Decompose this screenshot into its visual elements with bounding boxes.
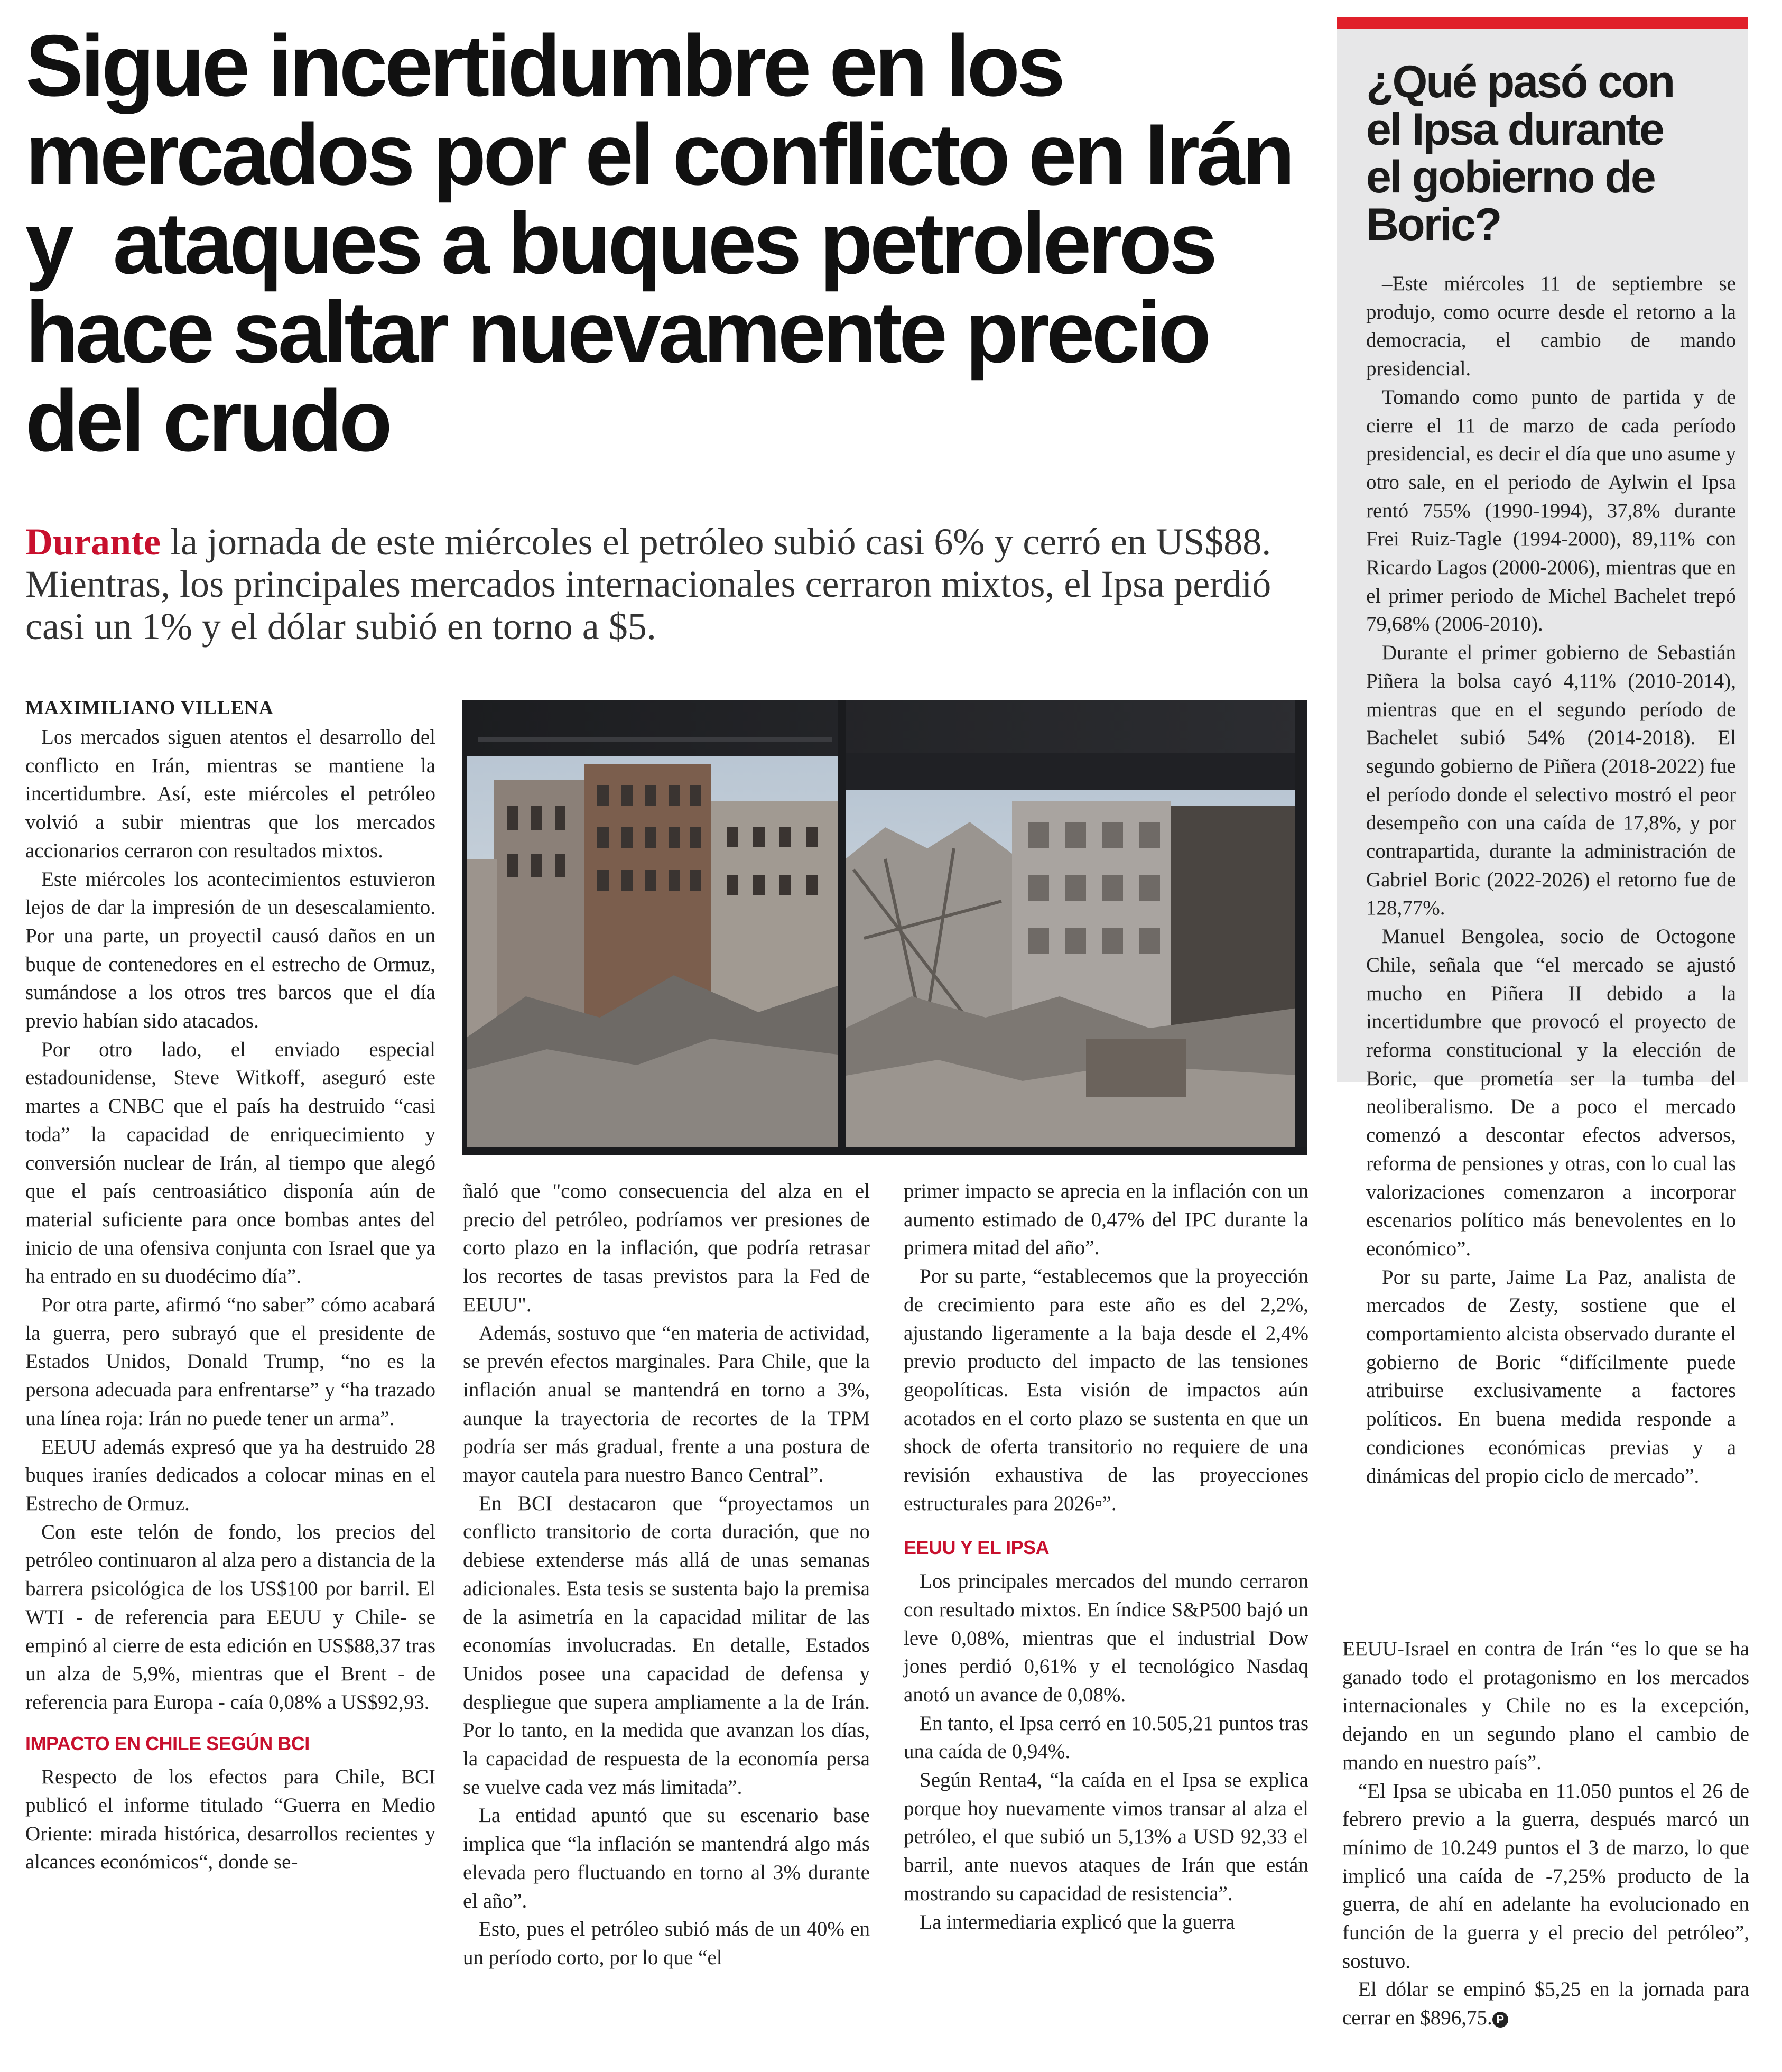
article-column-3: [904, 1177, 1308, 1936]
paragraph: Con este telón de fondo, los precios del petróleo continuaron al alza pero a distancia de la barrera psicológica de los US$100 por barril. El WTI - de referencia para EEUU y Chile- se empinó al cierre de esta edición en US$88,37 tras un alza de 5,9%, mientras que el Brent - de referencia para Europa - caía 0,08% a US$92,93.: [25, 1520, 435, 1714]
section-subhead: EEUU Y EL IPSA: [904, 1537, 1050, 1559]
byline: MAXIMILIANO VILLENA: [25, 697, 274, 719]
paragraph: Los principales mercados del mundo cerraron con resultado mixtos. En índice S&P500 bajó un leve 0,08%, mientras que el industrial Dow jones perdió 0,61% y el tecnológico Nasdaq anotó un avance de 0,08%.: [904, 1570, 1308, 1706]
paragraph: Además, sostuvo que “en materia de actividad, se prevén efectos marginales. Para Chile, que la inflación anual se mantendrá en torno a 3%, aunque la trayectoria de recortes de la TPM podría ser más gradual, frente a una postura de mayor cautela para nuestro Banco Central”.: [463, 1321, 870, 1487]
sidebar-title-line: ¿Qué pasó con: [1366, 57, 1674, 107]
paragraph: La entidad apuntó que su escenario base implica que “la inflación se mantendrá algo más elevada pero fluctuando en torno al 3% durante el año”.: [463, 1804, 870, 1912]
paragraph: “El Ipsa se ubicaba en 11.050 puntos el 26 de febrero previo a la guerra, después marcó un mínimo de 10.249 puntos el 3 de marzo, lo que implicó una caída de -7,25% producto de la guerra, de ahí en adelante ha evolucionado en función de la guerra y el precio del petróleo”, sostuvo.: [1342, 1779, 1749, 1973]
paragraph: Tomando como punto de partida y de cierre el 11 de marzo de cada período presidencial, es decir el día que uno asume y otro sale, en el periodo de Aylwin el Ipsa rentó 755% (1990-1994), 37,8% durante Frei Ruiz-Tagle (1994-2000), 89,11% con Ricardo Lagos (2000-2006), mientras que en el primer periodo de Michel Bachelet trepó 79,68% (2006-2010).: [1366, 385, 1736, 636]
paragraph: La intermediaria explicó que la guerra: [920, 1910, 1235, 1934]
headline-line: y ataques a buques petroleros: [25, 195, 1214, 292]
lead-text: la jornada de este miércoles el petróleo subió casi 6% y cerró en US$88.: [160, 521, 1271, 563]
paragraph-text: El dólar se empinó $5,25 en la jornada para cerrar en $896,75.: [1342, 1978, 1749, 2030]
headline-line: hace saltar nuevamente precio: [25, 283, 1208, 381]
paragraph: Según Renta4, “la caída en el Ipsa se explica porque hoy nuevamente vimos transar al alza el petróleo, el que subió un 5,13% a USD 92,33 el barril, ante nuevos ataques de Irán que están mostrando su capacidad de resistencia”.: [904, 1769, 1308, 1905]
paragraph: Este miércoles los acontecimientos estuvieron lejos de dar la impresión de un desescalamiento. Por una parte, un proyectil causó daños en un buque de contenedores en el estrecho de Ormuz, sumándose a los otros tres barcos que el día previo habían sido atacados.: [25, 867, 435, 1033]
article-column-2: [463, 1177, 870, 1972]
headline: [25, 17, 1310, 469]
inline-mark: ▫”.: [1094, 1492, 1117, 1515]
lead-paragraph: [25, 521, 1315, 648]
paragraph: Durante el primer gobierno de Sebastián Piñera la bolsa cayó 4,11% (2010-2014), mientras que en el segundo período de Bachelet subió 54% (2014-2018). El segundo gobierno de Piñera (2018-2022) fue el período donde el selectivo mostró el peor desempeño con una caída de 17,8%, y por contrapartida, durante la administración de Gabriel Boric (2022-2026) el retorno fue de 128,77%.: [1366, 641, 1736, 920]
sidebar-title-line: el Ipsa durante: [1366, 104, 1663, 155]
article-column-4: [1342, 1635, 1749, 2032]
paragraph: Por otro lado, el enviado especial estadounidense, Steve Witkoff, aseguró este martes a CNBC que el país ha destruido “casi toda” la capacidad de enriquecimiento y conversión nuclear de Irán, al tiempo que alegó que el país centroasiático disponía aún de material suficiente para once bombas antes del inicio de una ofensiva conjunta con Israel que ya ha entrado en su duodécimo día”.: [25, 1038, 435, 1288]
paragraph: EEUU-Israel en contra de Irán “es lo que se ha ganado todo el protagonismo en los mercados internacionales y Chile no es la excepción, dejando en un segundo plano el cambio de mando en nuestro país”.: [1342, 1638, 1749, 1774]
paragraph: EEUU además expresó que ya ha destruido 28 buques iraníes dedicados a colocar minas en el Estrecho de Ormuz.: [25, 1435, 435, 1515]
article-photo: [462, 700, 1307, 1155]
sidebar-title-line: Boric?: [1366, 199, 1501, 250]
paragraph: Respecto de los efectos para Chile, BCI publicó el informe titulado “Guerra en Medio Oriente: mirada histórica, desarrollos recientes y alcances económicos“, donde se-: [25, 1765, 435, 1874]
article-column-1: [25, 723, 435, 1876]
sidebar-body: [1366, 270, 1736, 1490]
sidebar-title: [1366, 58, 1736, 248]
paragraph: [1342, 1975, 1749, 2032]
headline-line: del crudo: [25, 372, 389, 469]
paragraph: [904, 1262, 1308, 1518]
paragraph: primer impacto se aprecia en la inflación con un aumento estimado de 0,47% del IPC durante la primera mitad del año”.: [904, 1180, 1308, 1260]
lead-line: [25, 521, 1315, 563]
paragraph: Esto, pues el petróleo subió más de un 40% en un período corto, por lo que “el: [463, 1918, 870, 1969]
paragraph: Manuel Bengolea, socio de Octogone Chile, señala que “el mercado se ajustó mucho en Piñera II debido a la incertidumbre que provocó el proyecto de reforma constitucional y la elección de Boric, que prometía ser la tumba del neoliberalismo. De a poco el mercado comenzó a descontar efectos adversos, reforma de pensiones y otras, con lo cual las valorizaciones comenzaron a incorporar escenarios político más benevolentes en lo económico”.: [1366, 925, 1736, 1260]
paragraph: En BCI destacaron que “proyectamos un conflicto transitorio de corta duración, que no debiese extenderse más allá de unas semanas adicionales. Esta tesis se sustenta bajo la premisa de la asimetría en la capacidad militar de las economías involucradas. En detalle, Estados Unidos posee una capacidad de defensa y despliegue que supera ampliamente a la de Irán. Por lo tanto, en la medida que avanzan los días, la capacidad de respuesta de la economía persa se vuelve cada vez más limitada”.: [463, 1492, 870, 1799]
headline-line: mercados por el conflicto en Irán: [25, 106, 1292, 203]
sidebar-accent-bar: [1337, 17, 1748, 29]
paragraph: Los mercados siguen atentos el desarrollo del conflicto en Irán, mientras se mantiene la incertidumbre. Así, este miércoles el petróleo volvió a subir mientras que los mercados accionarios cerraron con resultados mixtos.: [25, 726, 435, 862]
headline-line: Sigue incertidumbre en los: [25, 17, 1062, 114]
section-subhead: IMPACTO EN CHILE SEGÚN BCI: [25, 1732, 310, 1754]
end-mark-icon: P: [1492, 2012, 1508, 2028]
lead-line: casi un 1% y el dólar subió en torno a $5.: [25, 605, 656, 648]
paragraph-text: Por su parte, “establecemos que la proyección de crecimiento para este año es del 2,2%, ajustando ligeramente a la baja desde el 2,4% previo producto del impacto de las tensiones geopolíticas. Esta visión de impactos aún acotados en el corto plazo se sustenta en que un shock de oferta transitorio no requiere de una revisión exhaustiva de las proyecciones estructurales para 2026: [904, 1265, 1308, 1515]
paragraph: En tanto, el Ipsa cerró en 10.505,21 puntos tras una caída de 0,94%.: [904, 1712, 1308, 1763]
lead-first-word: Durante: [25, 521, 161, 563]
paragraph: –Este miércoles 11 de septiembre se produjo, como ocurre desde el retorno a la democracia, el cambio de mando presidencial.: [1366, 272, 1736, 381]
sidebar-box: [1337, 17, 1748, 1487]
paragraph: ñaló que "como consecuencia del alza en el precio del petróleo, podríamos ver presiones de corto plazo en la inflación, que podría retrasar los recortes de tasas previstos para la Fed de EEUU".: [463, 1180, 870, 1316]
paragraph: Por otra parte, afirmó “no saber” cómo acabará la guerra, pero subrayó que el presidente de Estados Unidos, Donald Trump, “no es la persona adecuada para enfrentarse” y “ha trazado una línea roja: Irán no puede tener un arma”.: [25, 1293, 435, 1430]
lead-line: Mientras, los principales mercados internacionales cerraron mixtos, el Ipsa perdió: [25, 563, 1271, 605]
paragraph: Por su parte, Jaime La Paz, analista de mercados de Zesty, sostiene que el comportamiento alcista observado durante el gobierno de Boric “difícilmente puede atribuirse exclusivamente a factores políticos. En buena medida responde a condiciones económicas previas y a dinámicas del propio ciclo de mercado”.: [1366, 1265, 1736, 1487]
sidebar-title-line: el gobierno de: [1366, 152, 1655, 202]
photo-illustration: [462, 700, 1307, 1155]
